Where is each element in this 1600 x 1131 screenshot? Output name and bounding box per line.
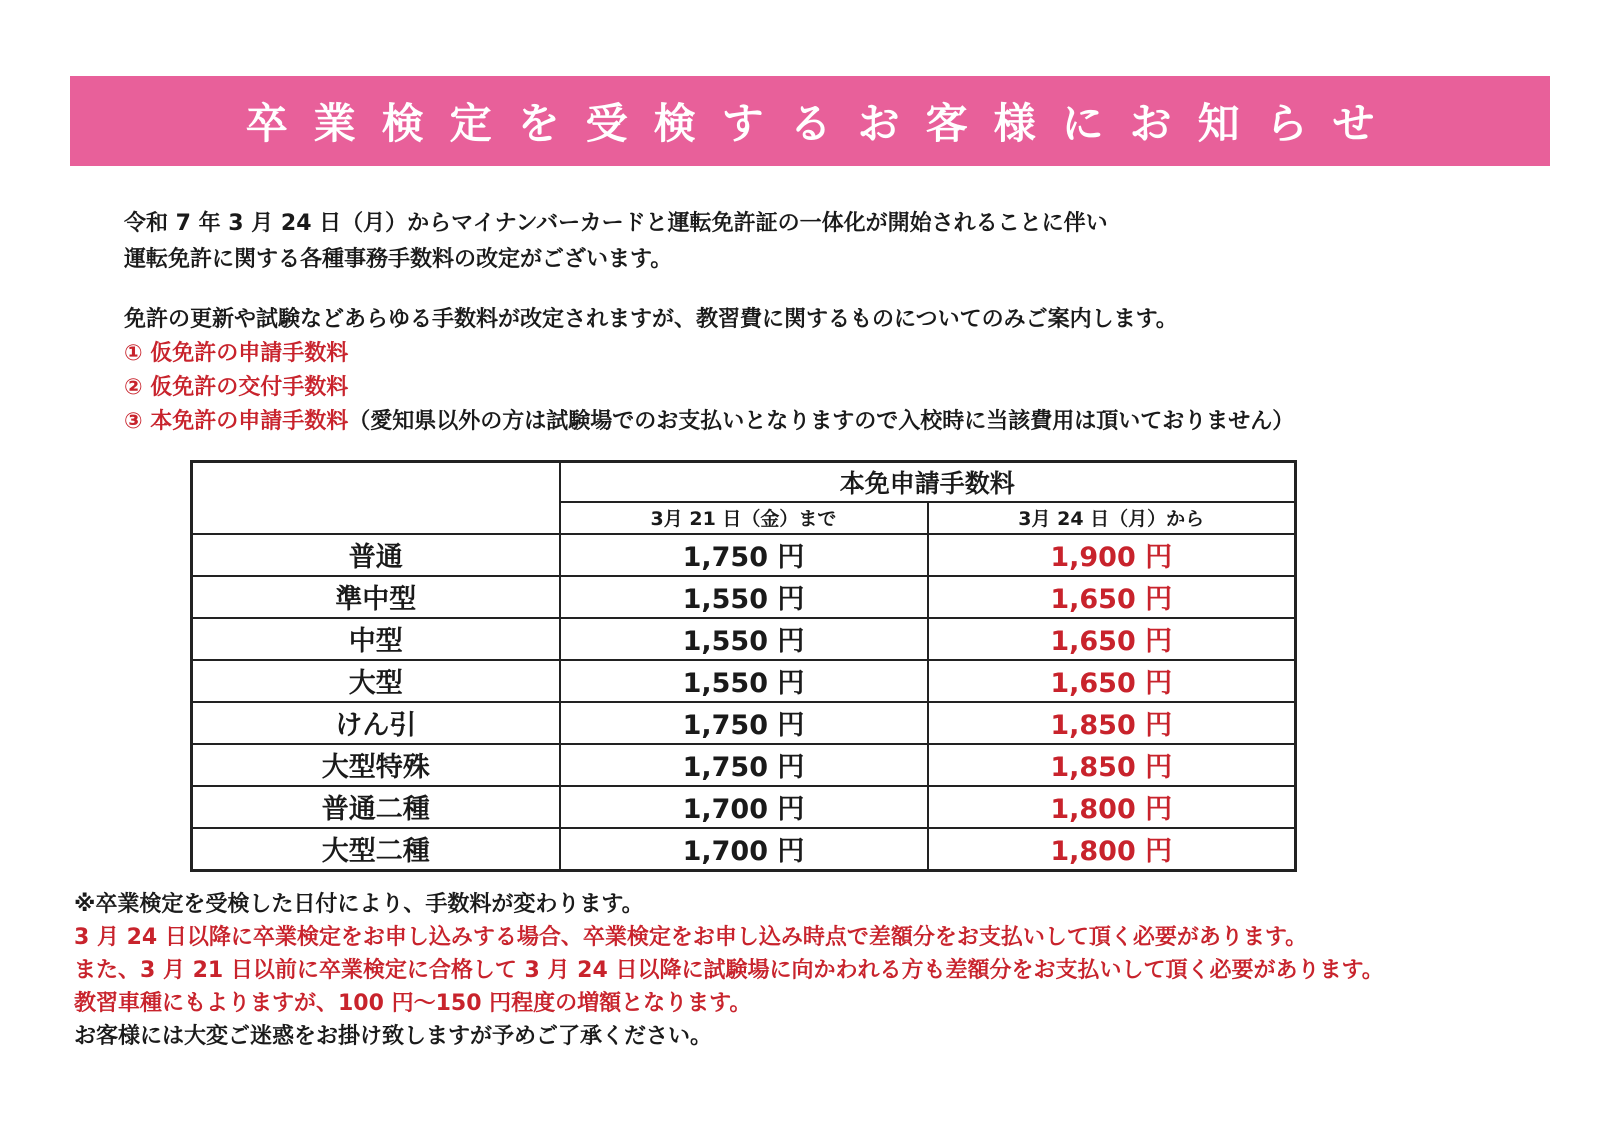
- note-line-3: また、3 月 21 日以前に卒業検定に合格して 3 月 24 日以降に試験場に向かわれる方も差額分をお支払いして頂く必要があります。: [74, 958, 1384, 983]
- note-line-4: 教習車種にもよりますが、100 円～150 円程度の増額となります。: [74, 991, 752, 1016]
- fee-before: 1,550 円: [560, 618, 928, 660]
- fee-before: 1,700 円: [560, 828, 928, 871]
- license-type: 普通二種: [192, 786, 560, 828]
- fee-table: [190, 460, 1297, 872]
- fee-after: 1,850 円: [928, 744, 1296, 786]
- fee-scope-line: 免許の更新や試験などあらゆる手数料が改定されますが、教習費に関するものについてのみご案内します。: [124, 307, 1178, 332]
- note-line-5: お客様には大変ご迷惑をお掛け致しますが予めご了承ください。: [74, 1024, 713, 1049]
- fee-before: 1,750 円: [560, 534, 928, 576]
- fee-after: 1,650 円: [928, 576, 1296, 618]
- license-type: 中型: [192, 618, 560, 660]
- fee-before: 1,550 円: [560, 576, 928, 618]
- license-type: けん引: [192, 702, 560, 744]
- fee-scope-paragraph: [124, 303, 1294, 439]
- column-header-after: 3月 24 日（月）から: [928, 502, 1296, 534]
- fee-after: 1,650 円: [928, 660, 1296, 702]
- fee-item-3: ③ 本免許の申請手数料: [124, 409, 349, 434]
- license-type: 大型: [192, 660, 560, 702]
- column-header-before: 3月 21 日（金）まで: [560, 502, 928, 534]
- table-row: [192, 660, 1296, 702]
- fee-item-3-note: （愛知県以外の方は試験場でのお支払いとなりますので入校時に当該費用は頂いておりません）: [348, 409, 1295, 434]
- fee-after: 1,900 円: [928, 534, 1296, 576]
- note-line-2: 3 月 24 日以降に卒業検定をお申し込みする場合、卒業検定をお申し込み時点で差額分をお支払いして頂く必要があります。: [74, 925, 1308, 950]
- fee-before: 1,750 円: [560, 744, 928, 786]
- license-type: 普通: [192, 534, 560, 576]
- fee-before: 1,750 円: [560, 702, 928, 744]
- table-row: [192, 786, 1296, 828]
- title-banner: [70, 76, 1550, 166]
- fee-before: 1,700 円: [560, 786, 928, 828]
- note-line-1: ※卒業検定を受検した日付により、手数料が変わります。: [74, 892, 644, 917]
- page-title: 卒業検定を受検するお客様にお知らせ: [245, 99, 1401, 148]
- fee-after: 1,650 円: [928, 618, 1296, 660]
- fee-item-1: ① 仮免許の申請手数料: [124, 341, 349, 366]
- intro-paragraph: [124, 206, 1108, 278]
- license-type: 準中型: [192, 576, 560, 618]
- table-row: [192, 702, 1296, 744]
- table-row: [192, 744, 1296, 786]
- table-row: [192, 618, 1296, 660]
- table-row: [192, 828, 1296, 871]
- notes-section: [74, 888, 1384, 1053]
- fee-after: 1,800 円: [928, 786, 1296, 828]
- table-row: [192, 534, 1296, 576]
- license-type: 大型二種: [192, 828, 560, 871]
- table-corner-cell: [192, 462, 560, 534]
- fee-after: 1,800 円: [928, 828, 1296, 871]
- table-row: [192, 576, 1296, 618]
- intro-line-1: 令和 7 年 3 月 24 日（月）からマイナンバーカードと運転免許証の一体化が開始されることに伴い: [124, 211, 1108, 236]
- license-type: 大型特殊: [192, 744, 560, 786]
- fee-item-2: ② 仮免許の交付手数料: [124, 375, 349, 400]
- table-header-row: [192, 462, 1296, 502]
- fee-item-3-line: [124, 405, 1294, 439]
- intro-line-2: 運転免許に関する各種事務手数料の改定がございます。: [124, 247, 673, 272]
- fee-after: 1,850 円: [928, 702, 1296, 744]
- fee-before: 1,550 円: [560, 660, 928, 702]
- table-header-main: 本免申請手数料: [560, 462, 1296, 502]
